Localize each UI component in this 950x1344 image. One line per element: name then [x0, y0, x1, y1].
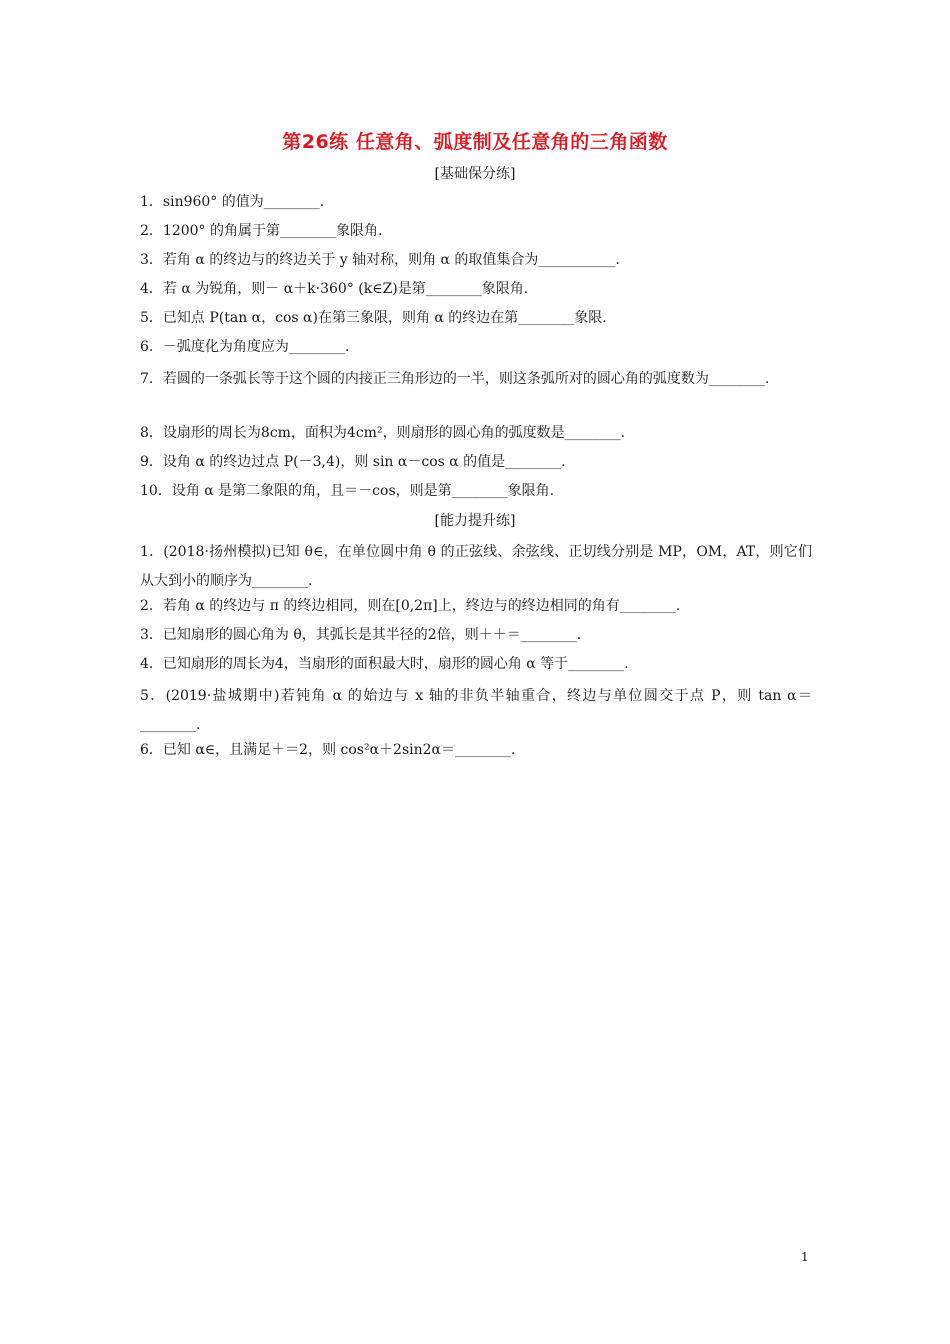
- advanced-item-3: 3．已知扇形的圆心角为 θ，其弧长是其半径的2倍，则＋＋＝________.: [140, 627, 582, 643]
- basic-item-3: 3．若角 α 的终边与的终边关于 y 轴对称，则角 α 的取值集合为___________.: [140, 252, 620, 268]
- advanced-item-4: 4．已知扇形的周长为4，当扇形的面积最大时，扇形的圆心角 α 等于________.: [140, 656, 629, 672]
- page-title: 第26练 任意角、弧度制及任意角的三角函数: [282, 131, 668, 153]
- advanced-item-6: 6．已知 α∈，且满足＋＝2，则 cos²α＋2sin2α＝________.: [140, 742, 516, 758]
- section-advanced: [能力提升练]: [434, 513, 516, 529]
- basic-item-9: 9．设角 α 的终边过点 P(－3,4)，则 sin α－cos α 的值是________.: [140, 454, 566, 470]
- advanced-item-2: 2．若角 α 的终边与 π 的终边相同，则在[0,2π]上，终边与的终边相同的角有________.: [140, 598, 681, 614]
- basic-item-5: 5．已知点 P(tan α，cos α)在第三象限，则角 α 的终边在第________象限.: [140, 310, 607, 326]
- basic-item-2: 2．1200° 的角属于第________象限角.: [140, 223, 383, 239]
- basic-item-10: 10．设角 α 是第二象限的角，且＝－cos，则是第________象限角.: [140, 483, 555, 499]
- basic-item-6: 6．－弧度化为角度应为________.: [140, 339, 350, 355]
- basic-item-1: 1．sin960° 的值为________.: [140, 194, 325, 210]
- basic-item-8: 8．设扇形的周长为8cm，面积为4cm²，则扇形的圆心角的弧度数是________.: [140, 425, 626, 441]
- advanced-item-1: 1．(2018·扬州模拟)已知 θ∈，在单位圆中角 θ 的正弦线、余弦线、正切线分别是 MP，OM，AT，则它们从大到小的顺序为________.: [140, 544, 812, 589]
- basic-item-4: 4．若 α 为锐角，则－ α＋k·360° (k∈Z)是第________象限角.: [140, 281, 529, 297]
- advanced-item-5: 5．(2019·盐城期中)若钝角 α 的始边与 x 轴的非负半轴重合，终边与单位圆交于点 P，则 tan α＝________.: [140, 688, 812, 733]
- section-basic: [基础保分练]: [434, 166, 516, 182]
- page-number: 1: [801, 1250, 809, 1264]
- basic-item-7: 7．若圆的一条弧长等于这个圆的内接正三角形边的一半，则这条弧所对的圆心角的弧度数为________.: [140, 371, 770, 387]
